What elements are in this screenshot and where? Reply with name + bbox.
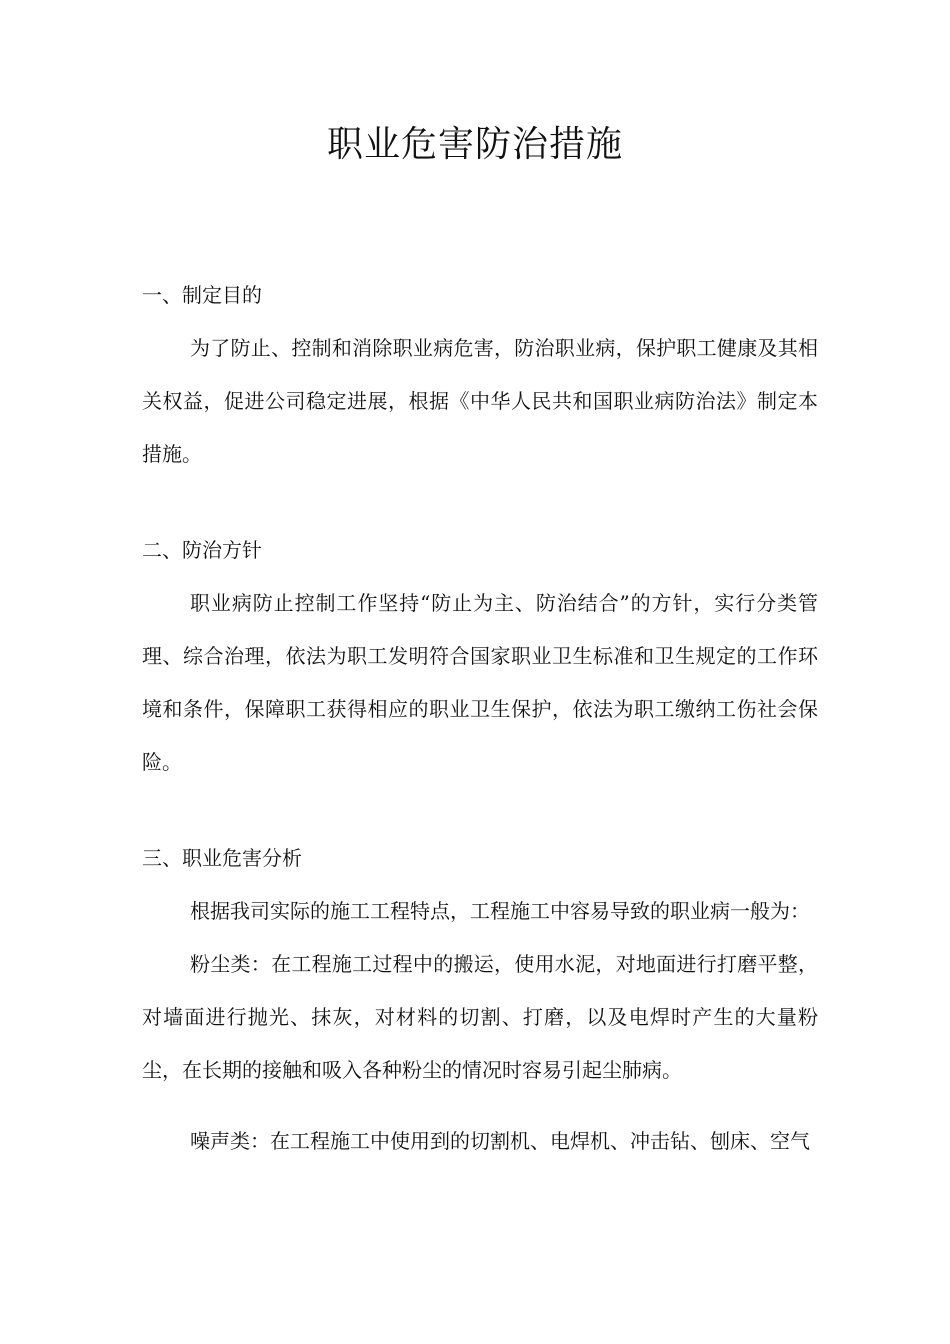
- section-paragraph: 粉尘类：在工程施工过程中的搬运，使用水泥，对地面进行打磨平整，对墙面进行抛光、抹灰，对材料的切割、打磨，以及电焊时产生的大量粉尘，在长期的接触和吸入各种粉尘的情况时容易引起尘肺病。: [142, 952, 818, 1082]
- section-paragraph: 职业病防止控制工作坚持“防止为主、防治结合”的方针，实行分类管理、综合治理，依法为职工发明符合国家职业卫生标准和卫生规定的工作环境和条件，保障职工获得相应的职业卫生保护，依法为职工缴纳工伤社会保险。: [142, 591, 818, 774]
- section-purpose: [142, 269, 818, 481]
- section-paragraph: 为了防止、控制和消除职业病危害，防治职业病，保护职工健康及其相关权益，促进公司稳定进展，根据《中华人民共和国职业病防治法》制定本措施。: [142, 336, 818, 466]
- page-title: 职业危害防治措施: [326, 124, 623, 165]
- section-hazard-analysis: [142, 832, 818, 1168]
- section-paragraph: 根据我司实际的施工工程特点，工程施工中容易导致的职业病一般为：: [190, 899, 810, 923]
- section-heading: 三、职业危害分析: [142, 846, 302, 870]
- section-heading: 一、制定目的: [142, 283, 262, 307]
- section-policy: [142, 524, 818, 789]
- section-paragraph: 噪声类：在工程施工中使用到的切割机、电焊机、冲击钻、刨床、空气: [190, 1129, 810, 1153]
- section-heading: 二、防治方针: [142, 538, 262, 562]
